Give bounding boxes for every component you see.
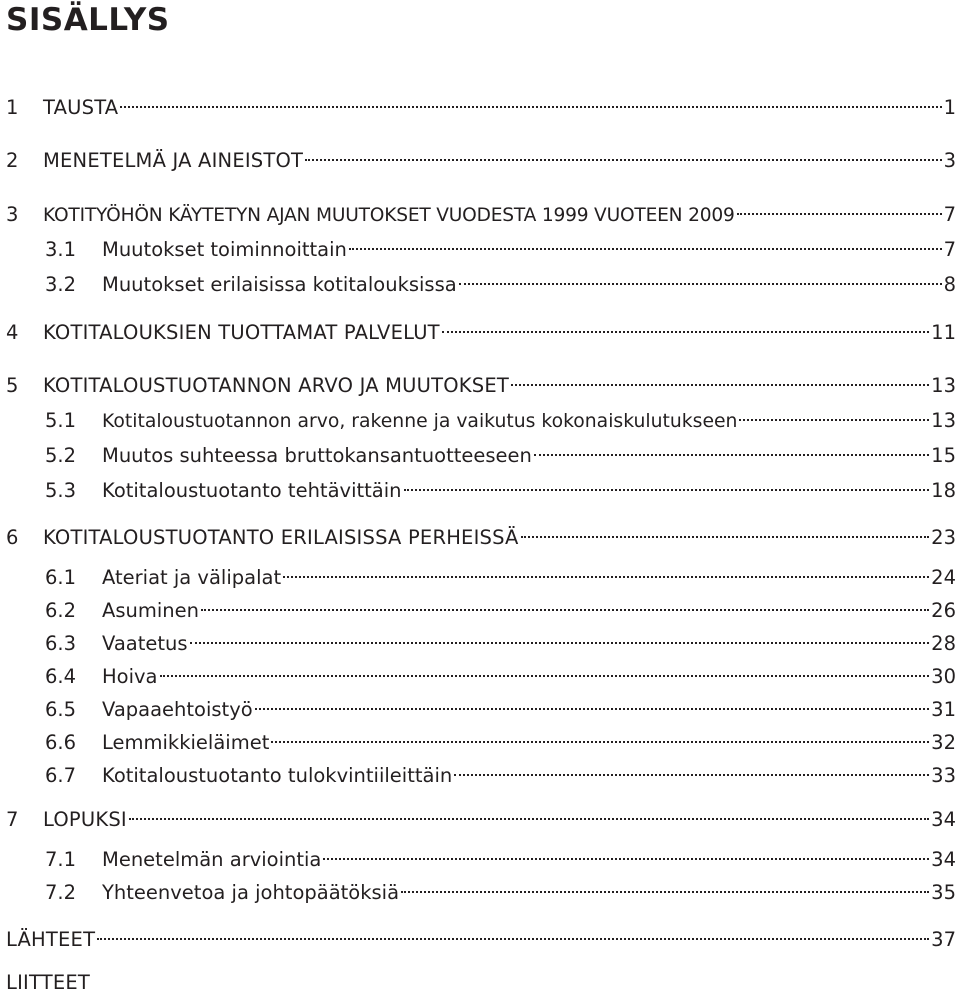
toc-entry-title: MENETELMÄ JA AINEISTOT bbox=[43, 149, 304, 172]
toc-entry[interactable] bbox=[45, 624, 956, 655]
dot-leader bbox=[271, 723, 929, 749]
toc-entry-page: 18 bbox=[931, 479, 956, 502]
page-title: SISÄLLYS bbox=[6, 2, 170, 38]
toc-entry-number: 5.2 bbox=[45, 444, 77, 467]
toc-entry-number: 7.1 bbox=[45, 848, 77, 871]
toc-entry-page: 37 bbox=[931, 928, 956, 951]
toc-entry[interactable] bbox=[45, 690, 956, 721]
dot-leader bbox=[454, 756, 929, 782]
toc-entry-page: 1 bbox=[943, 96, 956, 119]
toc-entry-number: 6.1 bbox=[45, 566, 77, 589]
dot-leader bbox=[160, 657, 930, 683]
toc-entry[interactable] bbox=[6, 920, 956, 951]
toc-entry-page: 32 bbox=[931, 731, 956, 754]
toc-entry-number: 7.2 bbox=[45, 881, 77, 904]
toc-entry-title: Lemmikkieläimet bbox=[102, 731, 270, 754]
toc-entry-page: 8 bbox=[943, 273, 956, 296]
dot-leader bbox=[349, 230, 942, 256]
dot-leader bbox=[521, 518, 930, 544]
toc-entry-number: 6.7 bbox=[45, 764, 77, 787]
toc-entry-page: 24 bbox=[931, 566, 956, 589]
toc-entry-number: 6.3 bbox=[45, 632, 77, 655]
toc-entry[interactable] bbox=[45, 657, 956, 688]
toc-entry-number: 5 bbox=[6, 374, 19, 397]
toc-entry-number: 6.6 bbox=[45, 731, 77, 754]
toc-entry-title: KOTITALOUSTUOTANNON ARVO JA MUUTOKSET bbox=[43, 374, 509, 397]
toc-entry-title: Kotitaloustuotanto tehtävittäin bbox=[102, 479, 402, 502]
toc-entry-title: TAUSTA bbox=[43, 96, 119, 119]
toc-entry-title: Kotitaloustuotanto tulokvintiileittäin bbox=[102, 764, 453, 787]
toc-entry-title: LIITTEET bbox=[6, 971, 90, 994]
toc-entry-page: 30 bbox=[931, 665, 956, 688]
toc-entry-page: 7 bbox=[943, 238, 956, 261]
dot-leader bbox=[459, 265, 942, 291]
toc-entry-title: LOPUKSI bbox=[43, 808, 127, 831]
toc-entry-number: 6 bbox=[6, 526, 19, 549]
toc-entry-page: 13 bbox=[931, 409, 956, 432]
toc-entry-page: 23 bbox=[931, 526, 956, 549]
toc-entry-number: 6.2 bbox=[45, 599, 77, 622]
dot-leader bbox=[442, 313, 929, 339]
toc-entry-title: Asuminen bbox=[102, 599, 199, 622]
toc-entry[interactable] bbox=[6, 141, 956, 172]
toc-entry[interactable] bbox=[45, 756, 956, 787]
toc-entry-page: 33 bbox=[931, 764, 956, 787]
dot-leader bbox=[737, 195, 942, 221]
toc-entry[interactable] bbox=[45, 230, 956, 261]
dot-leader bbox=[283, 558, 929, 584]
toc-entry-title: KOTITYÖHÖN KÄYTETYN AJAN MUUTOKSET VUODESTA 1999 VUOTEEN 2009 bbox=[43, 205, 735, 226]
toc-entry-page: 34 bbox=[931, 808, 956, 831]
toc-entry[interactable] bbox=[45, 873, 956, 904]
toc-entry-title: Muutokset toiminnoittain bbox=[102, 238, 347, 261]
dot-leader bbox=[323, 840, 929, 866]
toc-entry[interactable] bbox=[6, 518, 956, 549]
toc-entry-page: 35 bbox=[931, 881, 956, 904]
toc-entry-number: 3.1 bbox=[45, 238, 77, 261]
dot-leader bbox=[305, 141, 941, 167]
toc-entry[interactable] bbox=[6, 366, 956, 397]
toc-entry-page: 13 bbox=[931, 374, 956, 397]
dot-leader bbox=[401, 873, 929, 899]
dot-leader bbox=[404, 471, 930, 497]
dot-leader bbox=[97, 920, 929, 946]
toc-entry[interactable] bbox=[6, 970, 956, 996]
toc-entry-number: 6.5 bbox=[45, 698, 77, 721]
toc-entry[interactable] bbox=[45, 840, 956, 871]
toc-entry-title: Vapaaehtoistyö bbox=[102, 698, 253, 721]
toc-entry-title: Muutos suhteessa bruttokansantuotteeseen bbox=[102, 444, 532, 467]
dot-leader bbox=[201, 591, 929, 617]
toc-entry[interactable] bbox=[45, 265, 956, 296]
toc-entry-title: Vaatetus bbox=[102, 632, 188, 655]
toc-entry-title: KOTITALOUKSIEN TUOTTAMAT PALVELUT bbox=[43, 321, 440, 344]
toc-entry[interactable] bbox=[6, 800, 956, 831]
toc-entry-number: 2 bbox=[6, 149, 19, 172]
dot-leader bbox=[255, 690, 929, 716]
toc-entry[interactable] bbox=[6, 313, 956, 344]
toc-entry-title: Ateriat ja välipalat bbox=[102, 566, 282, 589]
toc-entry[interactable] bbox=[45, 558, 956, 589]
toc-entry-title: Muutokset erilaisissa kotitalouksissa bbox=[102, 273, 457, 296]
dot-leader bbox=[511, 366, 929, 392]
toc-entry-page: 15 bbox=[931, 444, 956, 467]
toc-entry-number: 7 bbox=[6, 808, 19, 831]
toc-entry-page: 34 bbox=[931, 848, 956, 871]
toc-entry[interactable] bbox=[45, 471, 956, 502]
toc-entry[interactable] bbox=[45, 401, 956, 432]
toc-entry-title: LÄHTEET bbox=[6, 928, 96, 951]
toc-entry-page: 26 bbox=[931, 599, 956, 622]
toc-entry-title: Hoiva bbox=[102, 665, 158, 688]
dot-leader bbox=[129, 800, 929, 826]
toc-entry[interactable] bbox=[45, 723, 956, 754]
dot-leader bbox=[120, 88, 941, 114]
dot-leader bbox=[190, 624, 930, 650]
toc-entry-number: 5.3 bbox=[45, 479, 77, 502]
toc-entry-title: Kotitaloustuotannon arvo, rakenne ja vaikutus kokonaiskulutukseen bbox=[102, 411, 738, 432]
toc-entry-number: 3.2 bbox=[45, 273, 77, 296]
dot-leader bbox=[534, 436, 929, 462]
toc-entry-page: 11 bbox=[931, 321, 956, 344]
dot-leader bbox=[739, 401, 929, 427]
toc-entry-title: Yhteenvetoa ja johtopäätöksiä bbox=[102, 881, 400, 904]
toc-entry-number: 5.1 bbox=[45, 409, 77, 432]
toc-entry-page: 7 bbox=[943, 203, 956, 226]
toc-entry[interactable] bbox=[6, 195, 956, 226]
toc-entry-page: 28 bbox=[931, 632, 956, 655]
toc-entry-title: KOTITALOUSTUOTANTO ERILAISISSA PERHEISSÄ bbox=[43, 526, 519, 549]
toc-entry-number: 6.4 bbox=[45, 665, 77, 688]
toc-entry-title: Menetelmän arviointia bbox=[102, 848, 322, 871]
toc-entry[interactable] bbox=[45, 436, 956, 467]
toc-entry[interactable] bbox=[6, 88, 956, 119]
toc-entry-number: 3 bbox=[6, 203, 19, 226]
toc-entry-number: 1 bbox=[6, 96, 19, 119]
toc-entry[interactable] bbox=[45, 591, 956, 622]
toc-entry-page: 31 bbox=[931, 698, 956, 721]
toc-entry-number: 4 bbox=[6, 321, 19, 344]
toc-entry-page: 3 bbox=[943, 149, 956, 172]
